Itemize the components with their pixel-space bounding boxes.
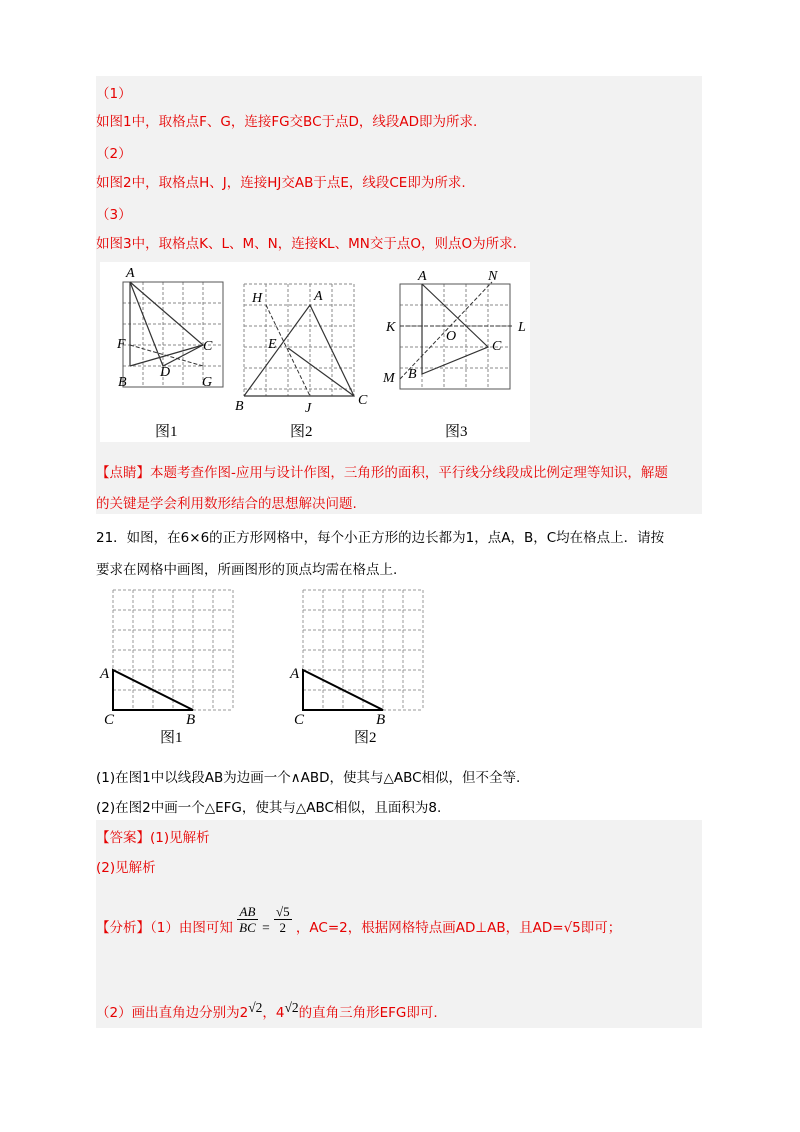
figure-3 — [382, 264, 542, 414]
q21-fig1-label-A: A — [100, 666, 110, 682]
comment-line1: 【点睛】本题考查作图-应用与设计作图，三角形的面积，平行线分线段成比例定理等知识，解题 — [96, 465, 668, 481]
q21-fig1-label-B: B — [186, 712, 196, 726]
fig3-label-K: K — [386, 320, 396, 335]
fig2-caption: 图2 — [290, 424, 313, 440]
q21-fig2-label-A: A — [290, 666, 300, 682]
question21-part2: (2)在图2中画一个△EFG，使其与△ABC相似，且面积为8. — [96, 800, 442, 816]
figure-2 — [232, 264, 382, 414]
solution-p2-label: （2） — [96, 146, 132, 162]
answer-line1: 【答案】(1)见解析 — [96, 830, 210, 846]
fig1-label-A: A — [126, 266, 135, 281]
answer-tag: 【答案】 — [96, 830, 150, 846]
fig3-label-O: O — [446, 329, 457, 344]
fig2-label-A: A — [314, 289, 323, 304]
q21-fig2-label-B: B — [376, 712, 386, 726]
q21-fig1-caption: 图1 — [160, 730, 183, 746]
analysis-line1: 【分析】（1）由图可知 $\frac{AB}{BC}$ = $\frac{√5}{2}$ ，AC=2，根据网格特点画AD⊥AB，且AD=√5即可； — [96, 903, 622, 936]
fig3-label-A: A — [418, 269, 427, 284]
fig3-label-N: N — [488, 269, 498, 284]
question21-part1: (1)在图1中以线段AB为边画一个∧ABD，使其与△ABC相似，但不全等. — [96, 770, 521, 786]
fig2-label-C: C — [358, 393, 368, 408]
analysis-tag: 【分析】 — [96, 920, 150, 936]
comment-line2: 的关键是学会利用数形结合的思想解决问题. — [96, 496, 357, 512]
q21-fig2-caption: 图2 — [354, 730, 377, 746]
question21-line1: 21．如图，在6×6的正方形网格中，每个小正方形的边长都为1，点A，B，C均在格点上．请按 — [96, 530, 665, 546]
fraction-ab-bc: $\frac{AB}{BC}$ — [239, 903, 256, 935]
q21-fig2-label-C: C — [294, 712, 305, 726]
fig3-label-C: C — [492, 339, 502, 354]
q21-fig1-label-C: C — [104, 712, 115, 726]
q21-figure-1 — [96, 586, 246, 726]
solution-p3-label: （3） — [96, 207, 132, 223]
answer-line2: (2)见解析 — [96, 860, 156, 876]
fig1-label-B: B — [118, 375, 127, 390]
fig3-caption: 图3 — [445, 424, 468, 440]
fig1-label-C: C — [203, 339, 213, 354]
fig2-label-B: B — [235, 399, 244, 414]
fraction-sqrt5-2: $\frac{√5}{2}$ — [275, 903, 290, 935]
fig1-label-D: D — [160, 365, 171, 380]
solution-p1-text: 如图1中，取格点F、G，连接FG交BC于点D，线段AD即为所求. — [96, 114, 478, 130]
fig2-label-J: J — [305, 401, 312, 414]
fig3-label-B: B — [408, 367, 417, 382]
fig1-label-G: G — [202, 375, 213, 390]
fig2-label-E: E — [268, 337, 277, 352]
fig1-caption: 图1 — [155, 424, 178, 440]
figure-1 — [108, 264, 238, 414]
fig1-label-F: F — [117, 337, 126, 352]
fig3-label-M: M — [383, 371, 395, 386]
solution-p1-label: （1） — [96, 86, 132, 102]
fig3-label-L: L — [518, 320, 526, 335]
solution-p2-text: 如图2中，取格点H、J，连接HJ交AB于点E，线段CE即为所求. — [96, 175, 466, 191]
solution-p3-text: 如图3中，取格点K、L、M、N，连接KL、MN交于点O，则点O为所求. — [96, 236, 517, 252]
fig2-label-H: H — [252, 291, 263, 306]
question21-line2: 要求在网格中画图，所画图形的顶点均需在格点上. — [96, 562, 398, 578]
analysis-line2: （2）画出直角边分别为2√2，4√2的直角三角形EFG即可. — [96, 1000, 438, 1021]
comment-tag: 【点睛】 — [96, 465, 150, 481]
q21-figure-2 — [286, 586, 436, 726]
